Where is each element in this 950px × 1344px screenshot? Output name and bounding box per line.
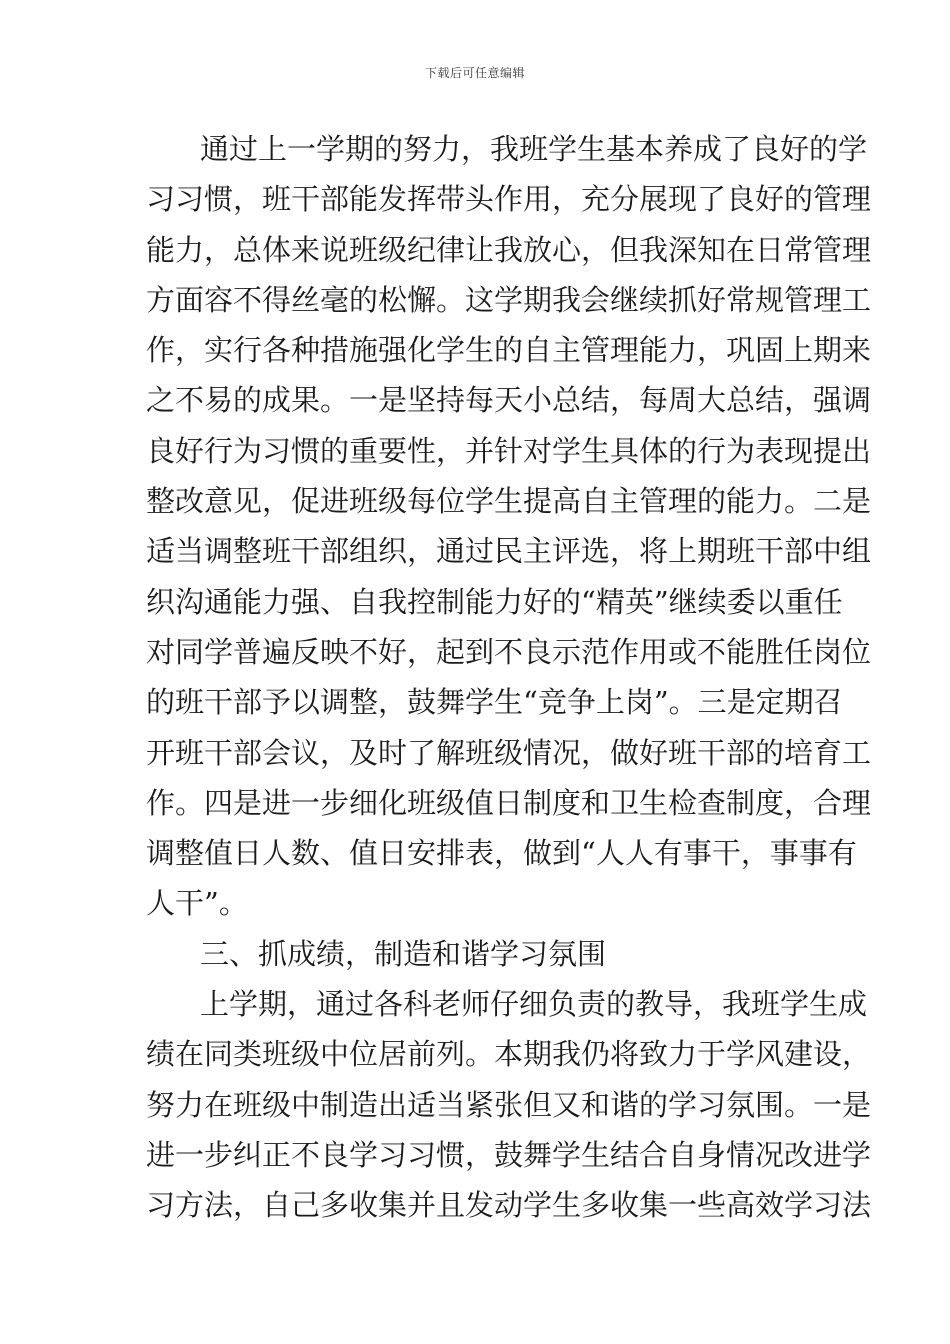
text-line: 进一步纠正不良学习习惯，鼓舞学生结合自身情况改进学 <box>146 1137 872 1172</box>
text-line: 对同学普遍反映不好，起到不良示范作用或不能胜任岗位 <box>146 634 872 669</box>
paragraph-1 <box>146 124 872 929</box>
text-line: 调整值日人数、值日安排表，做到“人人有事干，事事有 <box>146 836 857 871</box>
text-line: 习方法，自己多收集并且发动学生多收集一些高效学习法 <box>146 1188 872 1223</box>
section-heading: 三、抓成绩，制造和谐学习氛围 <box>200 936 607 971</box>
text-line: 方面容不得丝毫的松懈。这学期我会继续抓好常规管理工 <box>146 282 872 317</box>
text-line: 努力在班级中制造出适当紧张但又和谐的学习氛围。一是 <box>146 1087 872 1122</box>
text-line: 人干”。 <box>146 886 248 921</box>
text-line: 绩在同类班级中位居前列。本期我仍将致力于学风建设， <box>146 1037 872 1072</box>
text-line: 之不易的成果。一是坚持每天小总结，每周大总结，强调 <box>146 383 872 418</box>
text-line: 能力，总体来说班级纪律让我放心，但我深知在日常管理 <box>146 232 872 267</box>
text-line: 开班干部会议，及时了解班级情况，做好班干部的培育工 <box>146 735 872 770</box>
text-line: 习习惯，班干部能发挥带头作用，充分展现了良好的管理 <box>146 182 872 217</box>
paragraph-2 <box>146 979 872 1230</box>
page-header-note: 下载后可任意编辑 <box>424 66 525 80</box>
text-line: 的班干部予以调整，鼓舞学生“竞争上岗”。三是定期召 <box>146 685 843 720</box>
text-line: 通过上一学期的努力，我班学生基本养成了良好的学 <box>200 132 868 166</box>
document-body <box>146 124 872 1231</box>
text-line: 适当调整班干部组织，通过民主评选，将上期班干部中组 <box>146 534 872 569</box>
text-line: 作，实行各种措施强化学生的自主管理能力，巩固上期来 <box>146 333 872 368</box>
text-line: 上学期，通过各科老师仔细负责的教导，我班学生成 <box>200 987 868 1022</box>
text-line: 良好行为习惯的重要性，并针对学生具体的行为表现提出 <box>146 433 872 468</box>
text-line: 整改意见，促进班级每位学生提高自主管理的能力。二是 <box>146 484 872 519</box>
text-line: 织沟通能力强、自我控制能力好的“精英”继续委以重任 <box>146 584 843 619</box>
text-line: 作。四是进一步细化班级值日制度和卫生检查制度，合理 <box>146 785 872 820</box>
